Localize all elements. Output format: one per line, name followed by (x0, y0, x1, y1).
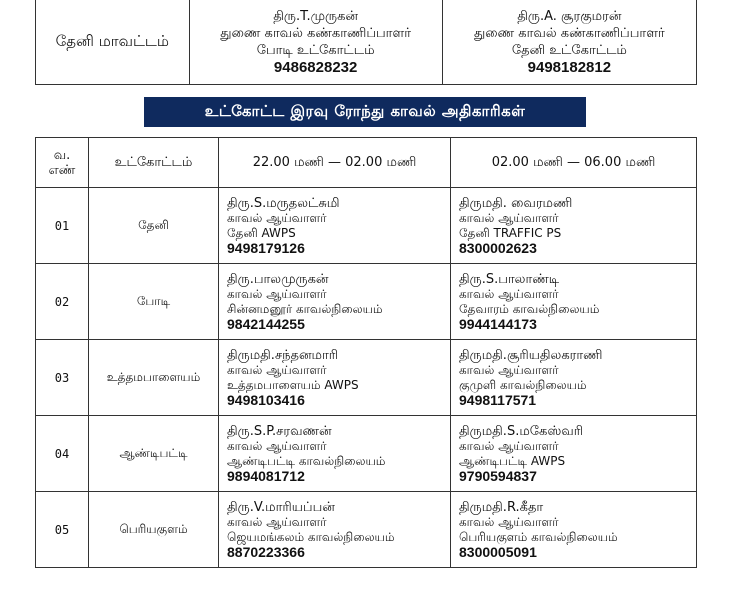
officer-station: தேனி AWPS (227, 225, 296, 240)
officer-title: காவல் ஆய்வாளர் (459, 286, 559, 301)
officer-title: காவல் ஆய்வாளர் (459, 514, 559, 529)
subdivision-name: ஆண்டிபட்டி (89, 416, 219, 492)
officer1-office: போடி உட்கோட்டம் (256, 43, 375, 58)
section-title-banner: உட்கோட்ட இரவு ரோந்து காவல் அதிகாரிகள் (144, 97, 586, 127)
officer2-name: திரு.A. சூரகுமரன் (517, 9, 622, 24)
officer2-office: தேனி உட்கோட்டம் (511, 43, 627, 58)
officer-name: திரு.S.மருதலட்சுமி (227, 195, 340, 211)
top-officers-table (35, 0, 697, 85)
officer-cell-shift2 (451, 188, 697, 264)
officer-name: திரு.S.பாலாண்டி (459, 271, 560, 287)
subdivision-name: பெரியகுளம் (89, 492, 219, 568)
officer1-name: திரு.T.முருகன் (273, 9, 359, 24)
officer-phone: 9842144255 (227, 315, 305, 332)
officer-station: பெரியகுளம் காவல்நிலையம் (459, 529, 618, 544)
officer-phone: 8300002623 (459, 239, 537, 256)
officer-cell-shift1 (219, 416, 451, 492)
officer-phone: 9498179126 (227, 239, 305, 256)
serial-number: 04 (36, 416, 89, 492)
serial-number: 05 (36, 492, 89, 568)
officer-phone: 9894081712 (227, 467, 305, 484)
officer-cell-shift2 (451, 416, 697, 492)
officer-cell-shift1 (219, 264, 451, 340)
subdivision-name: போடி (89, 264, 219, 340)
officer-station: தேவாரம் காவல்நிலையம் (459, 301, 600, 316)
officer-station: சின்னமனூர் காவல்நிலையம் (227, 301, 383, 316)
officer-cell-shift2 (451, 264, 697, 340)
night-patrol-table (35, 137, 697, 568)
officer-title: காவல் ஆய்வாளர் (227, 362, 327, 377)
header-serial-number (36, 138, 89, 188)
officer-phone: 9790594837 (459, 467, 537, 484)
table-row (36, 416, 697, 492)
officer-phone: 9498117571 (459, 391, 537, 408)
officer-cell-shift1 (219, 188, 451, 264)
officer1-phone: 9486828232 (273, 59, 358, 76)
district-cell (36, 0, 189, 84)
officer-name: திரு.V.மாரியப்பன் (227, 499, 335, 515)
officer-title: காவல் ஆய்வாளர் (459, 438, 559, 453)
officer-name: திருமதி.சூரியதிலகராணி (459, 347, 603, 363)
officer1-cell (189, 0, 442, 84)
officer-phone: 8300005091 (459, 543, 537, 560)
table-header-row (36, 138, 697, 188)
officer-title: காவல் ஆய்வாளர் (227, 438, 327, 453)
officer-station: ஆண்டிபட்டி காவல்நிலையம் (227, 453, 386, 468)
officer-title: காவல் ஆய்வாளர் (227, 286, 327, 301)
table-row (36, 188, 697, 264)
officer-station: குமுளி காவல்நிலையம் (459, 377, 587, 392)
officer-station: ஆண்டிபட்டி AWPS (459, 453, 566, 468)
serial-number: 01 (36, 188, 89, 264)
officer-station: உத்தமபாளையம் AWPS (227, 377, 359, 392)
header-serial-line2: எண் (48, 162, 76, 178)
officer-cell-shift1 (219, 492, 451, 568)
officer-cell-shift2 (451, 492, 697, 568)
table-row (36, 492, 697, 568)
officer-name: திரு.S.P.சரவணன் (227, 423, 332, 439)
officer-name: திருமதி.S.மகேஸ்வரி (459, 423, 584, 439)
officer-title: காவல் ஆய்வாளர் (227, 210, 327, 225)
header-shift1: 22.00 மணி — 02.00 மணி (219, 138, 451, 188)
header-shift2: 02.00 மணி — 06.00 மணி (451, 138, 697, 188)
officer-cell-shift1 (219, 340, 451, 416)
header-serial-line1: வ. (53, 147, 71, 163)
serial-number: 03 (36, 340, 89, 416)
officer-name: திரு.பாலமுருகன் (227, 271, 329, 287)
header-subdivision: உட்கோட்டம் (89, 138, 219, 188)
officer-phone: 8870223366 (227, 543, 305, 560)
officer-name: திருமதி.R.கீதா (459, 499, 544, 515)
officer2-cell (442, 0, 696, 84)
officer-cell-shift2 (451, 340, 697, 416)
officer-station: தேனி TRAFFIC PS (459, 225, 562, 240)
officer-name: திருமதி. வைரமணி (459, 195, 573, 211)
officer2-phone: 9498182812 (527, 59, 612, 76)
officer-station: ஜெயமங்கலம் காவல்நிலையம் (227, 529, 395, 544)
table-row (36, 340, 697, 416)
district-name: தேனி மாவட்டம் (55, 32, 169, 50)
subdivision-name: தேனி (89, 188, 219, 264)
officer1-title: துணை காவல் கண்காணிப்பாளர் (220, 26, 411, 41)
officer-name: திருமதி.சந்தனமாரி (227, 347, 339, 363)
officer2-title: துணை காவல் கண்காணிப்பாளர் (474, 26, 665, 41)
officer-title: காவல் ஆய்வாளர் (227, 514, 327, 529)
officer-title: காவல் ஆய்வாளர் (459, 210, 559, 225)
officer-title: காவல் ஆய்வாளர் (459, 362, 559, 377)
subdivision-name: உத்தமபாளையம் (89, 340, 219, 416)
officer-phone: 9944144173 (459, 315, 537, 332)
officer-phone: 9498103416 (227, 391, 305, 408)
serial-number: 02 (36, 264, 89, 340)
table-row (36, 264, 697, 340)
